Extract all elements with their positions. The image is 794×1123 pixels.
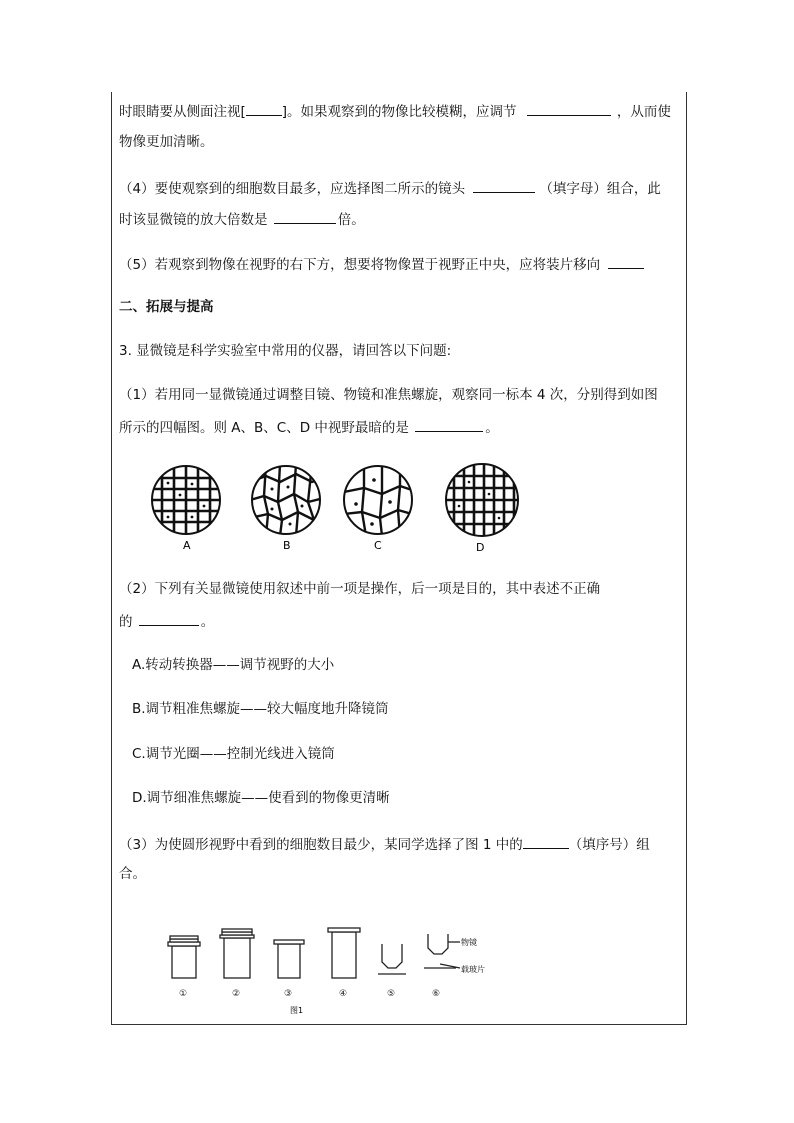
label-objective: 物镜 (461, 938, 477, 947)
label-slide: 载玻片 (461, 965, 485, 974)
eyepiece-1 (168, 936, 200, 978)
eyepiece-2 (220, 929, 254, 978)
objective-5 (378, 944, 406, 974)
q2-5-line (119, 254, 644, 274)
answer-blank[interactable] (415, 417, 483, 432)
answer-blank[interactable] (246, 101, 282, 116)
q2-4-text-b: （填字母）组合，此 (539, 181, 661, 197)
q3-2-text-a: 的 (119, 614, 133, 630)
answer-blank[interactable] (608, 254, 644, 269)
q2-text-c: ，从而使 (616, 104, 671, 120)
worksheet-table-cell (111, 92, 687, 1025)
q3-3-line-1 (119, 834, 650, 854)
q2-4-text-a: （4）要使观察到的细胞数目最多，应选择图二所示的镜头 (119, 181, 466, 197)
num-1: ① (179, 989, 188, 999)
label-a: A (183, 539, 191, 552)
objective-6 (424, 934, 460, 968)
q3-1-line-1: （1）若用同一显微镜通过调整目镜、物镜和准焦螺旋，观察同一标本 4 次，分别得到如图 (119, 387, 658, 403)
q3-3-text-b: （填序号）组 (568, 837, 650, 853)
lens-figure (160, 920, 520, 1020)
option-c: C.调节光圈——控制光线进入镜筒 (132, 746, 335, 762)
microscope-views-figure (150, 462, 560, 554)
option-b: B.调节粗准焦螺旋——较大幅度地升降镜筒 (132, 701, 389, 717)
q3-3-text-a: （3）为使圆形视野中看到的细胞数目最少，某同学选择了图 1 中的 (119, 837, 523, 853)
view-b (250, 464, 324, 536)
label-d: D (476, 541, 485, 554)
num-5: ⑤ (387, 989, 396, 999)
q3-1-text-a: 所示的四幅图。则 A、B、C、D 中视野最暗的是 (119, 420, 409, 436)
q3-2-line-1: （2）下列有关显微镜使用叙述中前一项是操作，后一项是目的，其中表述不正确 (119, 581, 601, 597)
q3-1-text-b: 。 (485, 420, 499, 436)
q2-5-text: （5）若观察到物像在视野的右下方，想要将物像置于视野正中央，应将装片移向 (119, 257, 601, 273)
q2-text-b: ]。如果观察到的物像比较模糊，应调节 (281, 104, 517, 120)
q3-intro: 3. 显微镜是科学实验室中常用的仪器，请回答以下问题: (119, 343, 452, 359)
label-c: C (374, 539, 382, 552)
num-2: ② (232, 989, 241, 999)
eyepiece-4 (328, 928, 360, 978)
q2-line-1 (119, 101, 671, 121)
figure-caption: 图1 (290, 1006, 304, 1015)
answer-blank[interactable] (274, 209, 336, 224)
num-3: ③ (284, 989, 293, 999)
answer-blank[interactable] (523, 834, 569, 849)
q2-4-text-d: 倍。 (337, 212, 365, 228)
q2-4-text-c: 时该显微镜的放大倍数是 (119, 212, 268, 228)
q3-2-text-b: 。 (200, 614, 215, 630)
q2-line-2: 物像更加清晰。 (119, 134, 214, 150)
q3-1-line-2 (119, 417, 499, 437)
q3-2-line-2 (119, 611, 214, 631)
q3-3-line-2: 合。 (119, 866, 146, 882)
option-a: A.转动转换器——调节视野的大小 (132, 657, 335, 673)
eyepiece-3 (274, 940, 304, 978)
num-4: ④ (339, 989, 348, 999)
num-6: ⑥ (432, 989, 441, 999)
q2-text-a: 时眼睛要从侧面注视[ (119, 104, 246, 120)
view-a (152, 466, 220, 534)
section-title: 二、拓展与提高 (119, 299, 214, 315)
answer-blank[interactable] (473, 178, 535, 193)
view-c (344, 466, 412, 536)
view-d (446, 464, 518, 536)
option-d: D.调节细准焦螺旋——使看到的物像更清晰 (132, 790, 390, 806)
answer-blank[interactable] (527, 101, 611, 116)
answer-blank[interactable] (139, 611, 199, 626)
q2-4-line-2 (119, 209, 365, 229)
q2-4-line-1 (119, 178, 661, 198)
label-b: B (283, 539, 291, 552)
